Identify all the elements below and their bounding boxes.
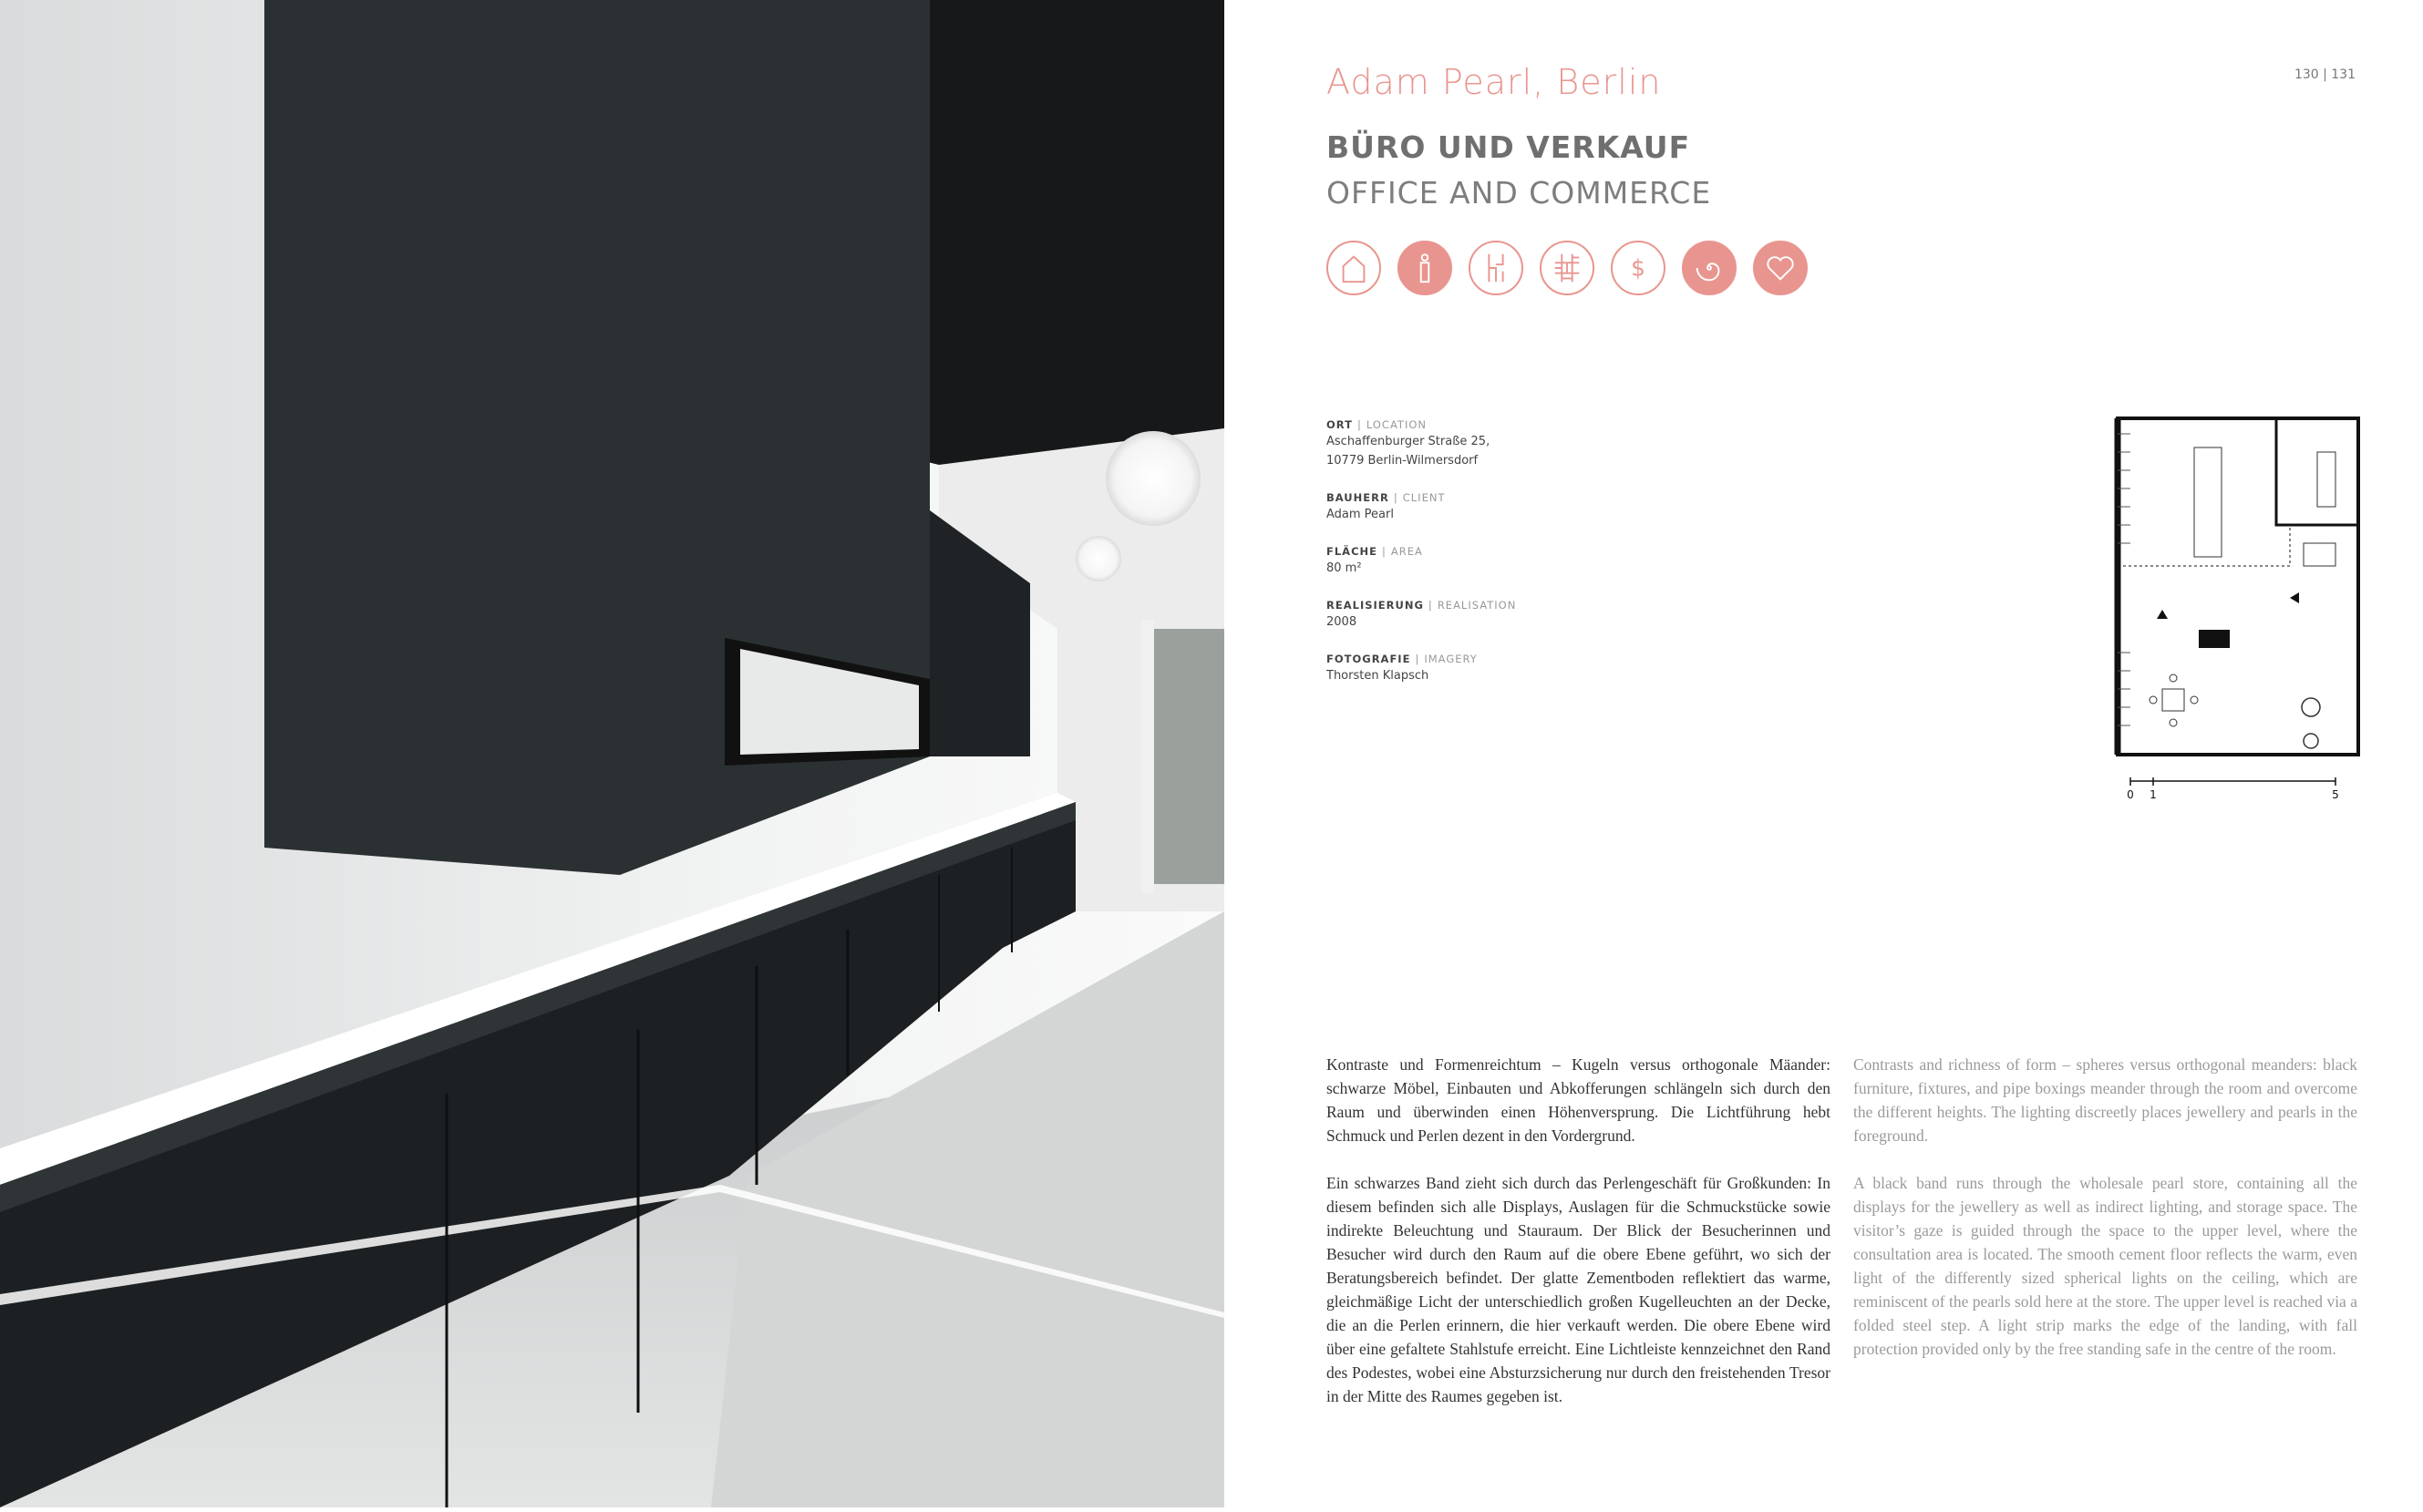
fact-label-en: CLIENT (1402, 491, 1446, 504)
svg-text:$: $ (1631, 254, 1645, 282)
fact-location: ORT | LOCATION Aschaffenburger Straße 25, 10779 Berlin-Wilmersdorf (1326, 417, 1655, 470)
category-heading-en: OFFICE AND COMMERCE (1326, 175, 1712, 211)
page-numbers: 130 | 131 (2294, 67, 2356, 82)
floor-plan (2112, 416, 2367, 798)
paragraph: A black band runs through the wholesale pearl store, containing all the displays for the jewellery as well as indirect lighting, and storage space. The visitor’s gaze is guided through the space to the upper level, where the consultation area is located. The smooth cement floor reflects the warm, even light of the differently sized spherical lights on the ceiling, which are reminiscent of the pearls sold here at the store. The upper level is reached via a folded steel step. A light strip marks the edge of the landing, with fall protection provided only by the free standing safe in the centre of the room. (1853, 1174, 2357, 1358)
spiral-icon (1682, 241, 1737, 295)
category-icons (1326, 241, 1808, 295)
paragraph: Kontraste und Formenreichtum – Kugeln versus orthogonale Mäander: schwarze Möbel, Einbauten und Abkofferungen schlängeln sich durch den Raum und überwinden einen Höhenversprung. Die Lichtführung hebt Schmuck und Perlen dezent in den Vordergrund. (1326, 1055, 1830, 1145)
project-facts (1326, 417, 1655, 705)
fact-client: BAUHERR | CLIENT Adam Pearl (1326, 490, 1655, 524)
scale-label: 1 (2150, 788, 2157, 798)
heart-icon (1753, 241, 1808, 295)
parquet-icon (1540, 241, 1594, 295)
fact-area: FLÄCHE | AREA 80 m² (1326, 544, 1655, 578)
scale-label: 5 (2332, 788, 2339, 798)
fact-value: Adam Pearl (1326, 508, 1394, 521)
floorplan-icon (1469, 241, 1523, 295)
fact-label-en: REALISATION (1437, 599, 1517, 612)
person-icon (1397, 241, 1452, 295)
fact-label: BAUHERR (1326, 491, 1389, 504)
category-heading-de: BÜRO UND VERKAUF (1326, 129, 1691, 165)
fact-value: Thorsten Klapsch (1326, 669, 1429, 683)
fact-label: FLÄCHE (1326, 545, 1378, 558)
dollar-icon (1611, 241, 1665, 295)
fact-label: FOTOGRAFIE (1326, 653, 1411, 665)
fact-value: 2008 (1326, 615, 1357, 629)
fact-label: ORT (1326, 418, 1353, 431)
fact-imagery: FOTOGRAFIE | IMAGERY Thorsten Klapsch (1326, 652, 1655, 685)
fact-label-en: IMAGERY (1424, 653, 1478, 665)
fact-value: 10779 Berlin-Wilmersdorf (1326, 454, 1479, 468)
fact-label: REALISIERUNG (1326, 599, 1424, 612)
fact-value: 80 m² (1326, 561, 1362, 575)
fact-label-en: LOCATION (1366, 418, 1427, 431)
text-page (1224, 0, 2423, 1507)
project-title: Adam Pearl, Berlin (1326, 62, 1662, 102)
scale-label: 0 (2127, 788, 2134, 798)
body-text-de (1326, 1053, 1830, 1432)
fact-label-en: AREA (1390, 545, 1423, 558)
paragraph: Contrasts and richness of form – spheres versus orthogonal meanders: black furniture, fixtures, and pipe boxings meander through the room and overcome the different heights. The lighting discreetly places jewellery and pearls in the foreground. (1853, 1055, 2357, 1145)
fact-value: Aschaffenburger Straße 25, (1326, 435, 1490, 448)
body-text-en (1853, 1053, 2357, 1384)
paragraph: Ein schwarzes Band zieht sich durch das Perlengeschäft für Großkunden: In diesem befinden sich alle Displays, Auslagen für die Schmuckstücke sowie indirekte Beleuchtung und Stauraum. Der Blick der Besucherinnen und Besucher wird durch den Raum auf die obere Ebene geführt, wo sich der Beratungsbereich befindet. Der glatte Zementboden reflektiert das warme, gleichmäßige Licht der unterschiedlich großen Kugelleuchten an der Decke, die an die Perlen erinnern, die hier verkauft werden. Die obere Ebene wird über eine gefaltete Stahlstufe erreicht. Eine Lichtleiste kennzeichnet den Rand des Podestes, wobei eine Absturzsicherung nur durch den freistehenden Tresor in der Mitte des Raumes gegeben ist. (1326, 1174, 1830, 1405)
house-icon (1326, 241, 1381, 295)
fact-realisation: REALISIERUNG | REALISATION 2008 (1326, 598, 1655, 632)
